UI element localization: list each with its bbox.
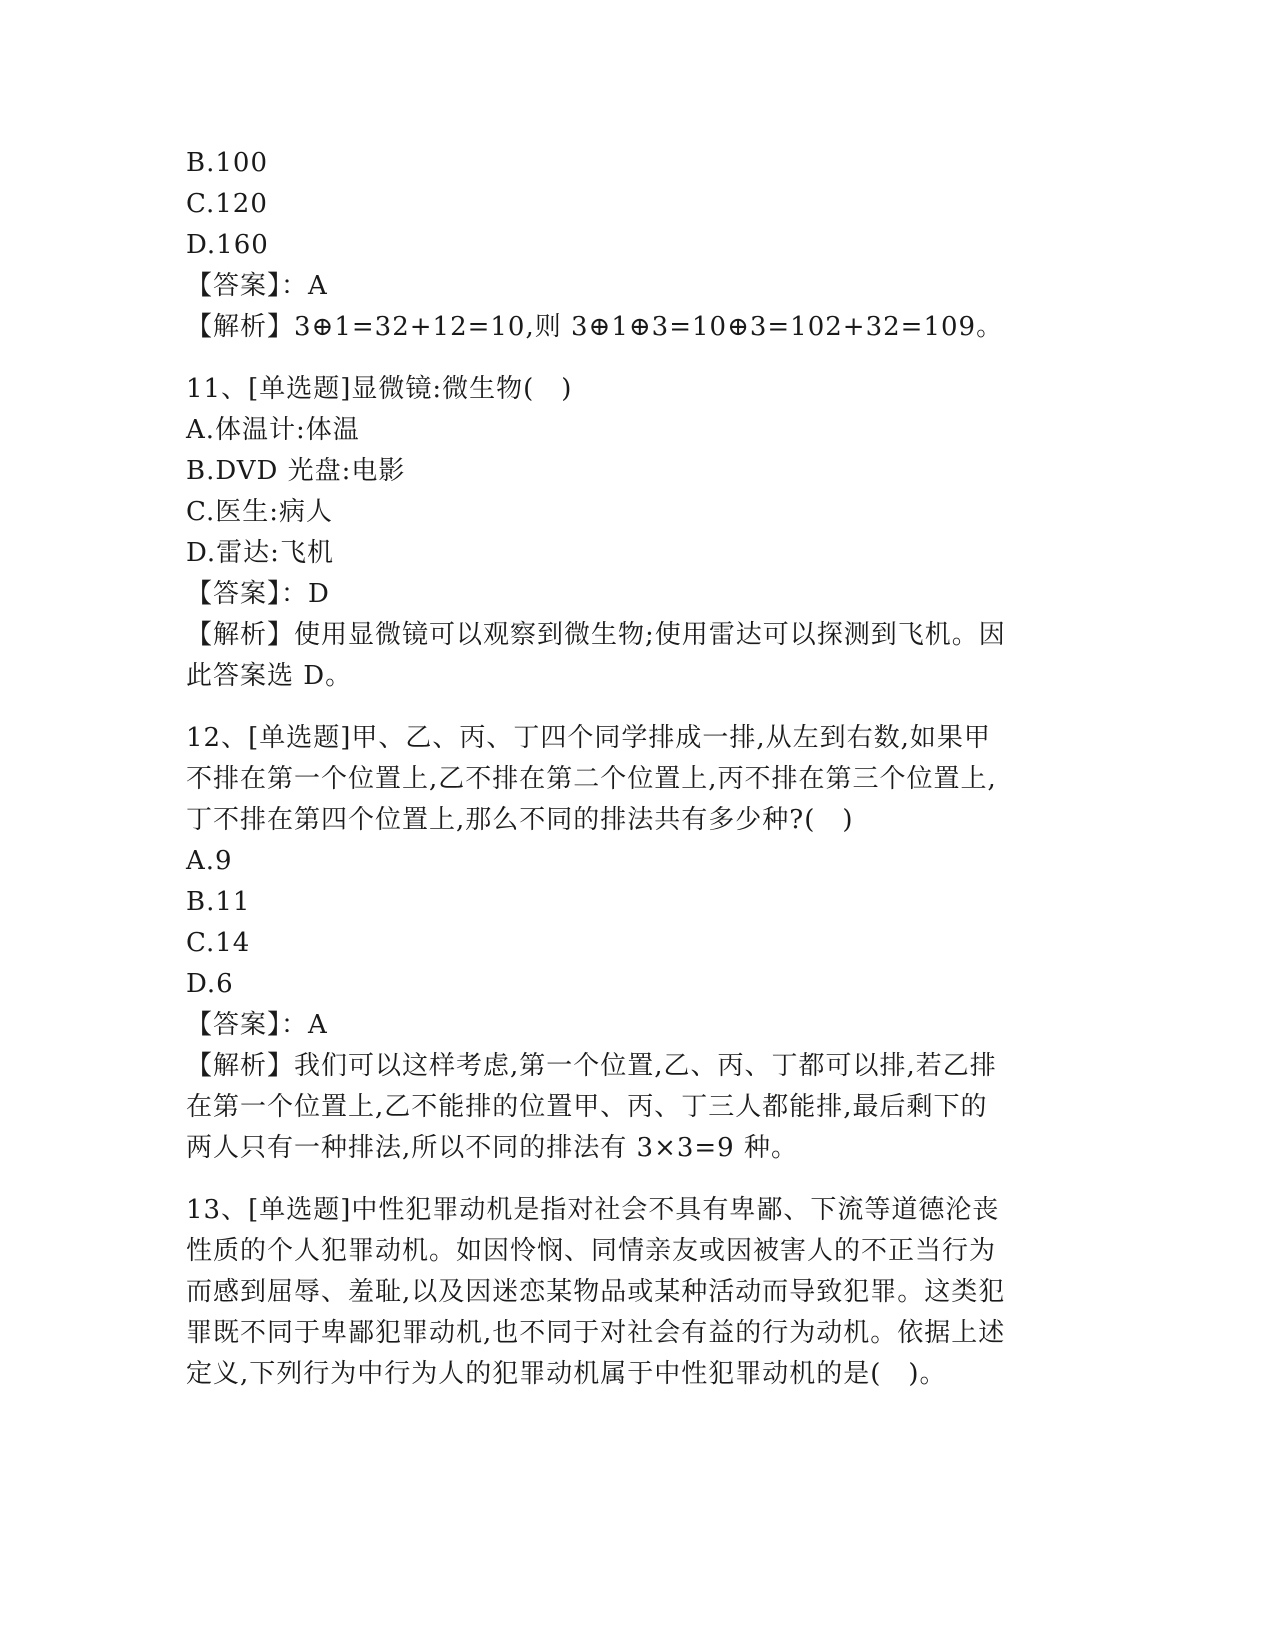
q12-option-d: D.6	[186, 969, 234, 999]
q10-analysis: 【解析】3⊕1=32+12=10,则 3⊕1⊕3=10⊕3=102+32=109。	[186, 312, 1004, 342]
q12-stem-line-1: 12、[单选题]甲、乙、丙、丁四个同学排成一排,从左到右数,如果甲	[186, 723, 991, 753]
q13-stem-line-1: 13、[单选题]中性犯罪动机是指对社会不具有卑鄙、下流等道德沦丧	[186, 1195, 1000, 1225]
q11-option-d: D.雷达:飞机	[186, 538, 334, 568]
q12-stem-line-2: 不排在第一个位置上,乙不排在第二个位置上,丙不排在第三个位置上,	[186, 764, 997, 794]
q10-option-b: B.100	[186, 148, 268, 178]
q12-stem-line-3: 丁不排在第四个位置上,那么不同的排法共有多少种?( )	[186, 805, 854, 835]
q13-stem-line-2: 性质的个人犯罪动机。如因怜悯、同情亲友或因被害人的不正当行为	[186, 1236, 997, 1266]
q12-analysis-line-3: 两人只有一种排法,所以不同的排法有 3×3=9 种。	[186, 1133, 798, 1163]
q11-option-b: B.DVD 光盘:电影	[186, 456, 406, 486]
q10-answer: 【答案】：A	[186, 271, 328, 301]
q11-option-a: A.体温计:体温	[186, 415, 360, 445]
q13-stem-line-3: 而感到屈辱、羞耻,以及因迷恋某物品或某种活动而导致犯罪。这类犯	[186, 1277, 1006, 1307]
q13-stem-line-5: 定义,下列行为中行为人的犯罪动机属于中性犯罪动机的是( )。	[186, 1359, 947, 1389]
q11-analysis-line-1: 【解析】使用显微镜可以观察到微生物;使用雷达可以探测到飞机。因	[186, 620, 1006, 650]
q12-option-b: B.11	[186, 887, 251, 917]
q13-stem-line-4: 罪既不同于卑鄙犯罪动机,也不同于对社会有益的行为动机。依据上述	[186, 1318, 1006, 1348]
q10-option-d: D.160	[186, 230, 269, 260]
q11-stem: 11、[单选题]显微镜:微生物( )	[186, 374, 573, 404]
q11-option-c: C.医生:病人	[186, 497, 333, 527]
q12-analysis-line-2: 在第一个位置上,乙不能排的位置甲、丙、丁三人都能排,最后剩下的	[186, 1092, 988, 1122]
q12-answer: 【答案】：A	[186, 1010, 328, 1040]
q11-answer: 【答案】：D	[186, 579, 330, 609]
q12-option-c: C.14	[186, 928, 251, 958]
q12-analysis-line-1: 【解析】我们可以这样考虑,第一个位置,乙、丙、丁都可以排,若乙排	[186, 1051, 997, 1081]
q10-option-c: C.120	[186, 189, 268, 219]
q12-option-a: A.9	[186, 846, 233, 876]
q11-analysis-line-2: 此答案选 D。	[186, 661, 353, 691]
